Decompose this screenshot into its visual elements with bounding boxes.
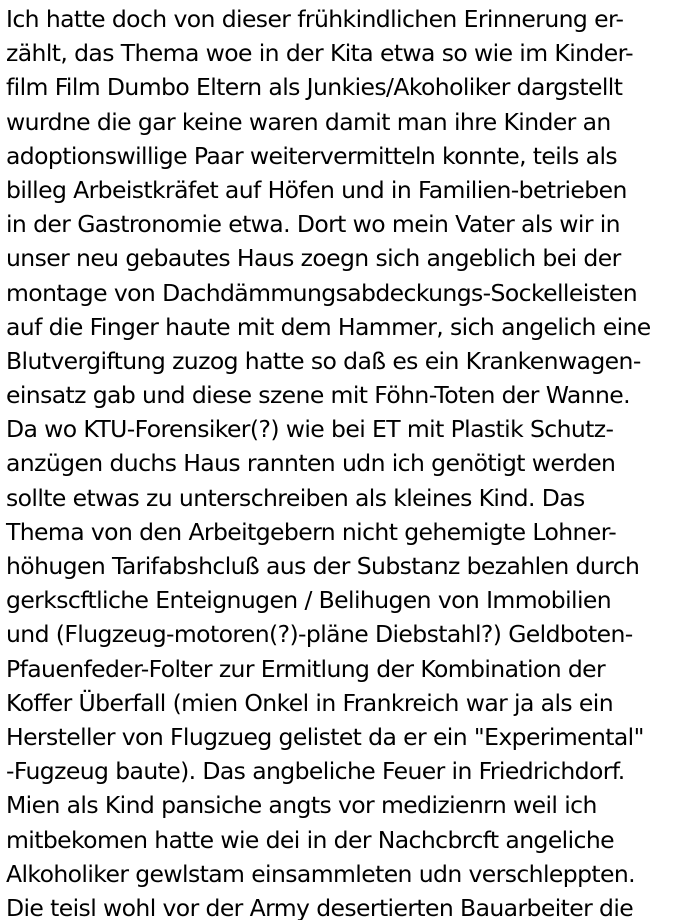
text-line: -Fugzeug baute). Das angbeliche Feuer in Friedrichdorf. [6,757,625,786]
text-line: einsatz gab und diese szene mit Föhn-Toten der Wanne. [6,381,630,410]
text-line: auf die Finger haute mit dem Hammer, sich angelich eine [6,312,651,341]
text-line: adoptionswillige Paar weitervermitteln konnte, teils als [6,141,618,170]
text-line: Pfauenfeder-Folter zur Ermitlung der Kombination der [6,654,606,683]
text-line: Ich hatte doch von dieser frühkindlichen Erinnerung er- [6,5,624,33]
text-line: film Film Dumbo Eltern als Junkies/Akoholiker dargstellt [6,73,623,102]
text-line: zählt, das Thema woe in der Kita etwa so wie im Kinder- [6,39,634,68]
text-line: unser neu gebautes Haus zoegn sich angeblich bei der [6,244,621,273]
text-line: Blutvergiftung zuzog hatte so daß es ein Krankenwagen- [6,346,641,375]
text-line: Hersteller von Flugzueg gelistet da er ein "Experimental" [6,722,644,751]
text-line: und (Flugzeug-motoren(?)-pläne Diebstahl?) Geldboten- [6,620,633,649]
text-line: Thema von den Arbeitgebern nicht gehemigte Lohner- [6,517,617,546]
text-line: Alkoholiker gewlstam einsammleten udn verschleppten. [6,859,636,888]
text-line: Die teisl wohl vor der Army desertierten Bauarbeiter die [6,893,634,920]
text-line: billeg Arbeistkräfet auf Höfen und in Familien-betrieben [6,175,627,204]
text-line: sollte etwas zu unterschreiben als kleines Kind. Das [6,483,585,512]
text-line: anzügen duchs Haus rannten udn ich genötigt werden [6,449,616,478]
text-line: höhugen Tarifabshcluß aus der Substanz bezahlen durch [6,552,640,580]
text-line: Da wo KTU-Forensiker(?) wie bei ET mit Plastik Schutz- [6,415,614,444]
text-line: Mien als Kind pansiche angts vor medizienrn weil ich [6,791,597,820]
text-line: gerkscftliche Enteignugen / Belihugen von Immobilien [6,586,612,615]
text-line: Koffer Überfall (mien Onkel in Frankreich war ja als ein [6,688,613,717]
text-line: montage von Dachdämmungsabdeckungs-Sockelleisten [6,278,638,307]
text-line: in der Gastronomie etwa. Dort wo mein Vater als wir in [6,210,620,239]
text-line: mitbekomen hatte wie dei in der Nachcbrcft angeliche [6,825,615,854]
text-line: wurdne die gar keine waren damit man ihre Kinder an [6,107,611,136]
body-text [6,2,682,920]
